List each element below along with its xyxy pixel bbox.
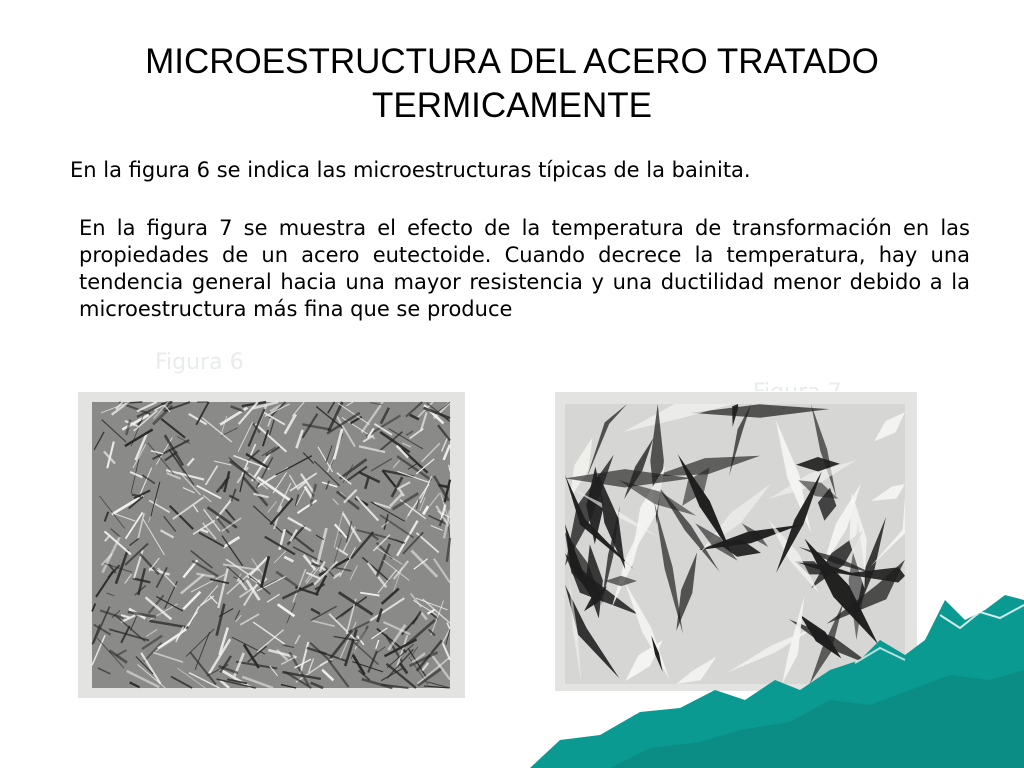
slide-title xyxy=(60,40,964,128)
title-line-1: MICROESTRUCTURA DEL ACERO TRATADO xyxy=(145,42,879,81)
title-line-2: TERMICAMENTE xyxy=(372,86,652,125)
figure-7-micrograph xyxy=(555,392,917,691)
bainite-micrograph-image xyxy=(78,392,465,698)
intro-text: En la figura 6 se indica las microestructuras típicas de la bainita. xyxy=(70,158,751,182)
figure-6-caption: Figura 6 xyxy=(155,350,244,375)
microstructure-image xyxy=(555,392,917,691)
body-paragraph: En la figura 7 se muestra el efecto de la temperatura de transformación en las propiedades de un acero eutectoide. Cuando decrece la temperatura, hay una tendencia general hacia una mayor resistencia y una ductilidad menor debido a la microestructura más fina que se produce xyxy=(79,216,970,321)
figure-6-micrograph xyxy=(78,392,465,698)
